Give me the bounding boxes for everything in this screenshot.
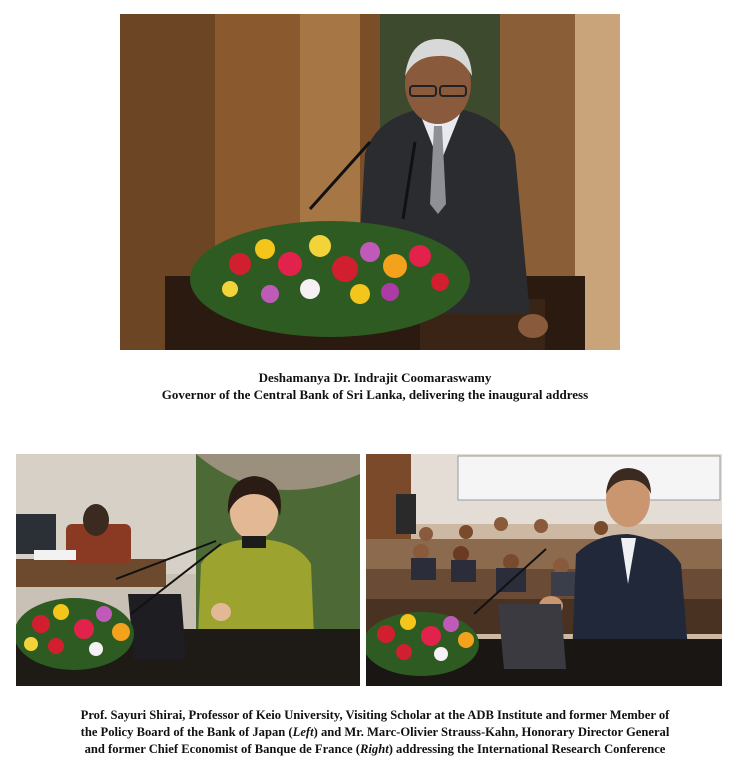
caption-governor-name: Deshamanya Dr. Indrajit Coomaraswamy [258, 370, 492, 385]
photo-governor-address [120, 14, 620, 350]
photo-strauss-kahn-image [366, 454, 722, 686]
caption-speakers-line-2-start: the Policy Board of the Bank of Japan ( [80, 725, 293, 739]
caption-speakers-line-2 [0, 724, 750, 741]
caption-speakers-line-3 [0, 741, 750, 758]
photo-strauss-kahn-address [366, 454, 722, 686]
photo-governor-image [120, 14, 620, 350]
photo-shirai-image [16, 454, 360, 686]
caption-speakers-line-1: Prof. Sayuri Shirai, Professor of Keio University, Visiting Scholar at the ADB Institute and former Member of [80, 708, 670, 722]
caption-governor-title: Governor of the Central Bank of Sri Lanka, delivering the inaugural address [161, 387, 589, 402]
caption-left-marker: Left [292, 725, 314, 739]
photo-shirai-address [16, 454, 360, 686]
caption-speakers-line-3-end: ) addressing the International Research Conference [388, 742, 666, 756]
caption-governor [0, 369, 750, 403]
caption-right-marker: Right [360, 742, 389, 756]
caption-speakers-line-3-start: and former Chief Economist of Banque de France ( [84, 742, 360, 756]
caption-speakers-line-2-end: ) and Mr. Marc-Olivier Strauss-Kahn, Honorary Director General [313, 725, 670, 739]
caption-speakers [0, 707, 750, 758]
